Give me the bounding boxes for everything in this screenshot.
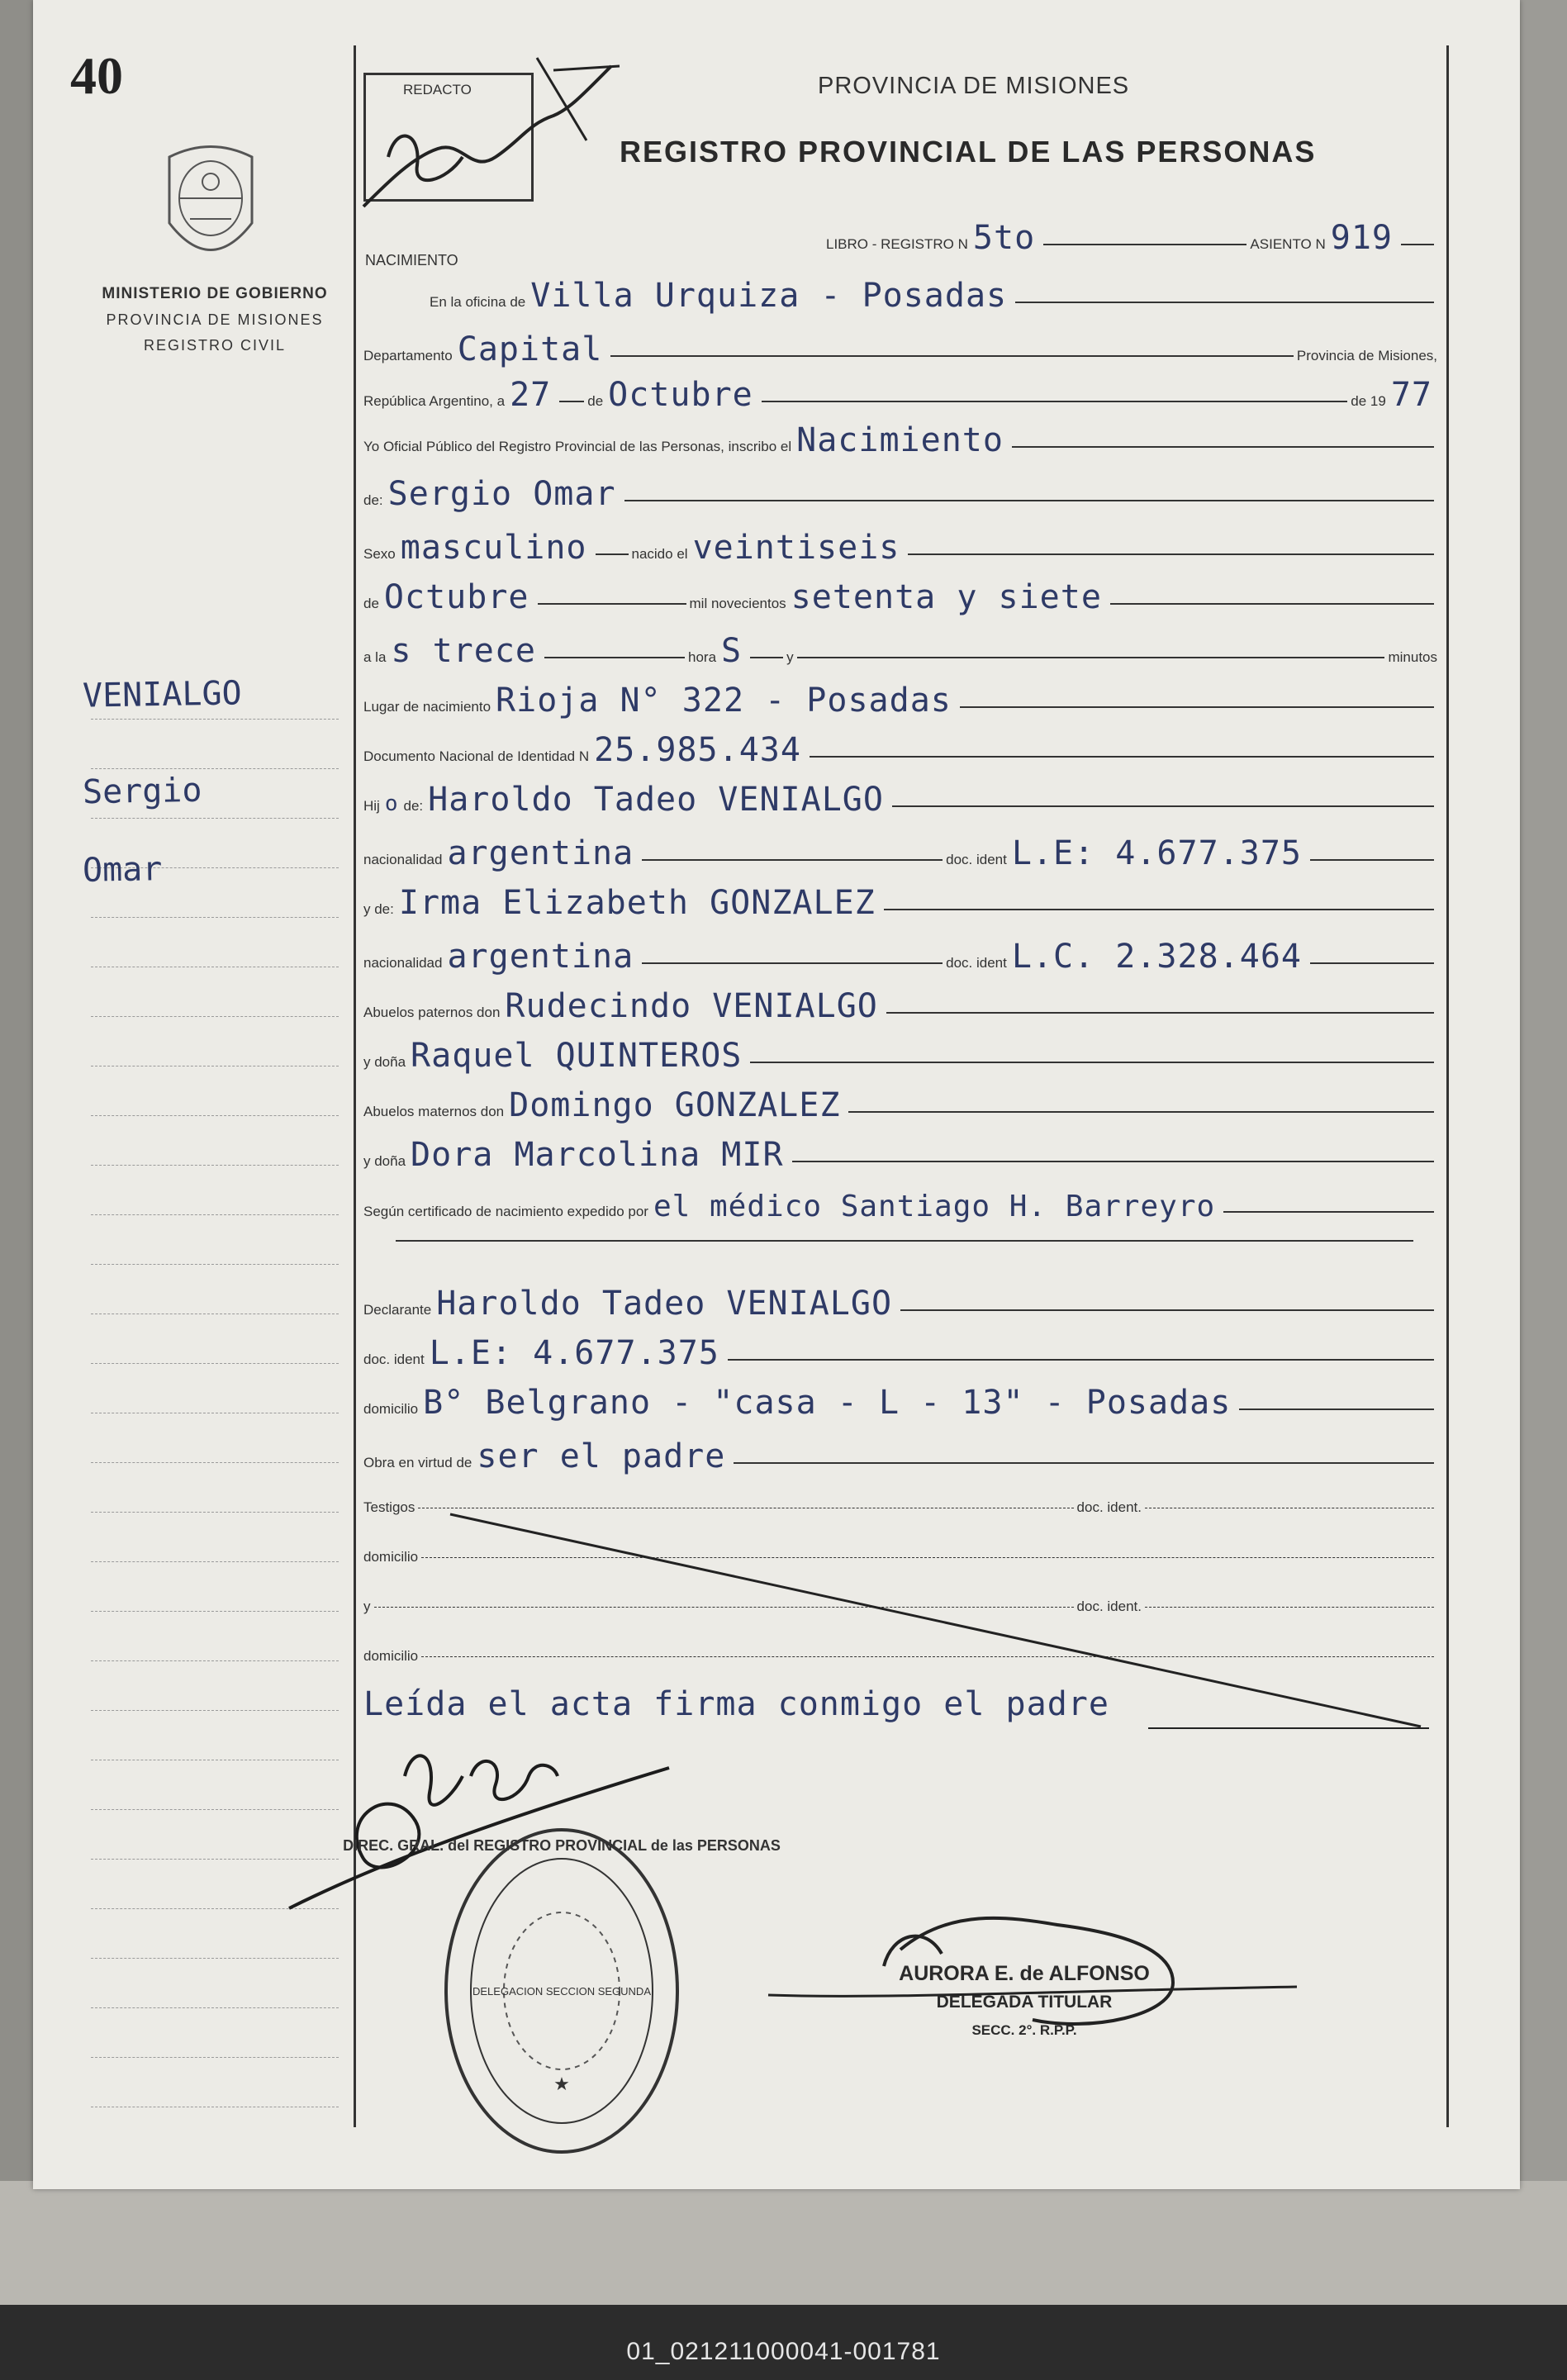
republica-label: República Argentino, a	[363, 393, 506, 409]
abuela-m-value: Dora Marcolina MIR	[411, 1136, 784, 1174]
domicilio-value: B° Belgrano - "casa - L - 13" - Posadas	[423, 1384, 1232, 1422]
mil-label: mil novecientos	[689, 596, 786, 611]
minutos-label: minutos	[1388, 649, 1437, 665]
doc3-label: doc. ident	[363, 1352, 425, 1367]
testigos-label: Testigos	[363, 1499, 415, 1515]
obra-value: ser el padre	[477, 1437, 726, 1475]
svg-text:DELEGACION SECCION SEGUNDA: DELEGACION SECCION SEGUNDA	[472, 1985, 651, 1998]
dni-value: 25.985.434	[594, 731, 801, 769]
de-label: de	[587, 393, 604, 409]
hora-label: hora	[688, 649, 717, 665]
abuelos-m-label: Abuelos maternos don	[363, 1104, 505, 1119]
sexo-value: masculino	[400, 529, 587, 567]
declarante-label: Declarante	[363, 1302, 432, 1318]
de-nombre-label: de:	[363, 492, 383, 508]
abuelo-m-value: Domingo GONZALEZ	[509, 1086, 841, 1124]
oficina-value: Villa Urquiza - Posadas	[530, 277, 1008, 315]
redacto-label: REDACTO	[403, 82, 472, 97]
certificado-label: Según certificado de nacimiento expedido por	[363, 1204, 648, 1219]
abuela-p-value: Raquel QUINTEROS	[411, 1037, 743, 1075]
alas-value: s trece	[391, 632, 536, 670]
de2-label: de	[363, 596, 379, 611]
hijo-suffix: o	[384, 791, 399, 816]
mes-value: Octubre	[608, 376, 753, 414]
oficina-label: En la oficina de	[430, 294, 526, 310]
province-heading: PROVINCIA DE MISIONES	[818, 73, 1130, 99]
mil-value: setenta y siete	[791, 578, 1102, 616]
margin-second-name: Omar	[82, 850, 163, 890]
registry-heading: REGISTRO PROVINCIAL DE LAS PERSONAS	[620, 135, 1317, 169]
lugar-value: Rioja N° 322 - Posadas	[496, 682, 952, 720]
doc3-value: L.E: 4.677.375	[429, 1334, 719, 1372]
closing-statement: Leída el acta firma conmigo el padre	[363, 1685, 1109, 1723]
nacido-value: veintiseis	[692, 529, 900, 567]
dni-label: Documento Nacional de Identidad N	[363, 748, 590, 764]
nac1-label: nacionalidad	[363, 852, 443, 867]
anio-value: 77	[1390, 376, 1432, 414]
abuelos-p-label: Abuelos paternos don	[363, 1005, 501, 1020]
svg-text:★: ★	[553, 2074, 570, 2094]
hijo-de-label: de:	[403, 798, 424, 814]
margin-first-name: Sergio	[82, 771, 202, 812]
section-label: NACIMIENTO	[365, 252, 458, 268]
nombre-value: Sergio Omar	[387, 475, 616, 513]
alas-label: a la	[363, 649, 387, 665]
mes2-value: Octubre	[383, 578, 529, 616]
svg-text:DIREC. GRAL. del REGISTRO PROV: DIREC. GRAL. del REGISTRO PROVINCIAL de las PERSONAS	[343, 1837, 781, 1854]
domicilio3-label: domicilio	[363, 1648, 419, 1664]
yde-label: y de:	[363, 901, 394, 917]
dia-value: 27	[510, 376, 552, 414]
nac2-value: argentina	[447, 938, 634, 976]
nac2-label: nacionalidad	[363, 955, 443, 971]
y-label: y	[786, 649, 794, 665]
stamp-name: AURORA E. de ALFONSO	[899, 1962, 1150, 1985]
official-seal-icon	[343, 1817, 781, 2164]
certificado-value: el médico Santiago H. Barreyro	[653, 1190, 1216, 1223]
oficial-label: Yo Oficial Público del Registro Provincial de las Personas, inscribo el	[363, 439, 792, 454]
nac1-value: argentina	[447, 834, 634, 872]
padre-value: Haroldo Tadeo VENIALGO	[428, 781, 884, 819]
anio-label: de 19	[1351, 393, 1386, 409]
doc1-value: L.E: 4.677.375	[1011, 834, 1302, 872]
nacido-label: nacido el	[631, 546, 688, 562]
doc1-label: doc. ident	[946, 852, 1007, 867]
ministry-registry: REGISTRO CIVIL	[143, 337, 287, 354]
stamp-title: DELEGADA TITULAR	[936, 1993, 1113, 2012]
doc2-value: L.C. 2.328.464	[1011, 938, 1302, 976]
domicilio2-label: domicilio	[363, 1549, 419, 1565]
provincia-label: Provincia de Misiones,	[1296, 348, 1437, 363]
hora-value: S	[721, 632, 743, 670]
sexo-label: Sexo	[363, 546, 396, 562]
departamento-label: Departamento	[363, 348, 453, 363]
doc4-label: doc. ident.	[1076, 1499, 1142, 1515]
dona1-label: y doña	[363, 1054, 406, 1070]
departamento-value: Capital	[457, 330, 603, 368]
libro-value: 5to	[972, 219, 1036, 257]
hijo-label: Hij	[363, 798, 380, 814]
stamp-section: SECC. 2°. R.P.P.	[971, 2022, 1077, 2038]
ministry-name: MINISTERIO DE GOBIERNO	[102, 285, 328, 302]
lugar-label: Lugar de nacimiento	[363, 699, 491, 715]
y2-label: y	[363, 1599, 371, 1614]
image-caption: 01_021211000041-001781	[626, 2338, 941, 2365]
asiento-value: 919	[1330, 219, 1393, 257]
ministry-province: PROVINCIA DE MISIONES	[106, 311, 324, 328]
abuelo-p-value: Rudecindo VENIALGO	[505, 987, 878, 1025]
page-number: 40	[70, 46, 123, 105]
asiento-label: ASIENTO N	[1250, 236, 1326, 252]
margin-surname: VENIALGO	[82, 674, 243, 715]
doc5-label: doc. ident.	[1076, 1599, 1142, 1614]
inscribo-value: Nacimiento	[796, 421, 1004, 459]
doc2-label: doc. ident	[946, 955, 1007, 971]
declarante-value: Haroldo Tadeo VENIALGO	[436, 1285, 893, 1323]
dona2-label: y doña	[363, 1153, 406, 1169]
domicilio-label: domicilio	[363, 1401, 419, 1417]
obra-label: Obra en virtud de	[363, 1455, 472, 1470]
libro-label: LIBRO - REGISTRO N	[826, 236, 968, 252]
madre-value: Irma Elizabeth GONZALEZ	[398, 884, 876, 922]
